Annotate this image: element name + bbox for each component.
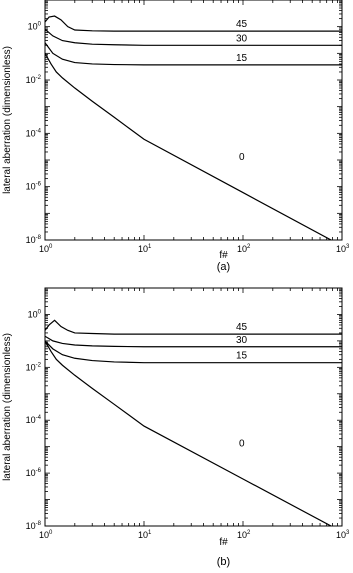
series-label-45: 45 — [236, 19, 248, 31]
x-tick-label: $10^3$ — [336, 530, 350, 540]
plot-frame — [45, 288, 342, 526]
x-tick-label: $10^3$ — [336, 244, 350, 254]
y-tick-label: $10^{-8}$ — [25, 235, 41, 245]
y-tick-label: $10^{-4}$ — [25, 128, 41, 139]
series-label-30: 30 — [236, 33, 248, 45]
y-tick-label: $10^0$ — [27, 309, 41, 320]
plot-frame — [45, 0, 342, 240]
panel-label: (a) — [216, 261, 231, 273]
x-tick-label: $10^2$ — [237, 530, 251, 540]
series-line-15 — [45, 43, 342, 65]
chart-panel-0 — [2, 0, 350, 273]
series-line-0 — [45, 341, 342, 532]
x-tick-label: $10^0$ — [39, 244, 53, 254]
y-tick-label: $10^{-4}$ — [25, 415, 41, 426]
y-tick-label: $10^0$ — [27, 21, 41, 32]
x-tick-label: $10^2$ — [237, 244, 251, 254]
x-tick-label: $10^1$ — [138, 530, 152, 540]
series-label-0: 0 — [239, 438, 245, 450]
series-line-0 — [45, 53, 342, 246]
x-tick-label: $10^0$ — [39, 530, 53, 540]
series-line-30 — [45, 336, 342, 347]
series-label-15: 15 — [236, 350, 248, 362]
series-label-30: 30 — [236, 334, 248, 346]
x-axis-label: f# — [219, 250, 228, 261]
y-tick-label: $10^{-6}$ — [25, 468, 41, 479]
series-label-0: 0 — [239, 152, 245, 163]
series-line-45 — [45, 16, 342, 31]
series-group — [45, 16, 342, 246]
series-label-15: 15 — [236, 52, 248, 64]
x-axis-label: f# — [219, 537, 228, 548]
y-axis-label: lateral aberration (dimensionless) — [2, 333, 13, 481]
chart-panel-1 — [2, 288, 350, 568]
y-axis-label: lateral aberration (dimensionless) — [2, 46, 13, 194]
series-line-15 — [45, 341, 342, 363]
y-tick-label: $10^{-6}$ — [25, 181, 41, 192]
y-tick-label: $10^{-8}$ — [25, 521, 41, 531]
series-line-45 — [45, 320, 342, 334]
panel-label: (b) — [216, 556, 231, 568]
y-tick-label: $10^{-2}$ — [25, 75, 41, 85]
y-tick-label: $10^{-2}$ — [25, 362, 41, 373]
series-label-45: 45 — [236, 322, 248, 334]
x-tick-label: $10^1$ — [138, 244, 152, 254]
series-group — [45, 320, 342, 532]
